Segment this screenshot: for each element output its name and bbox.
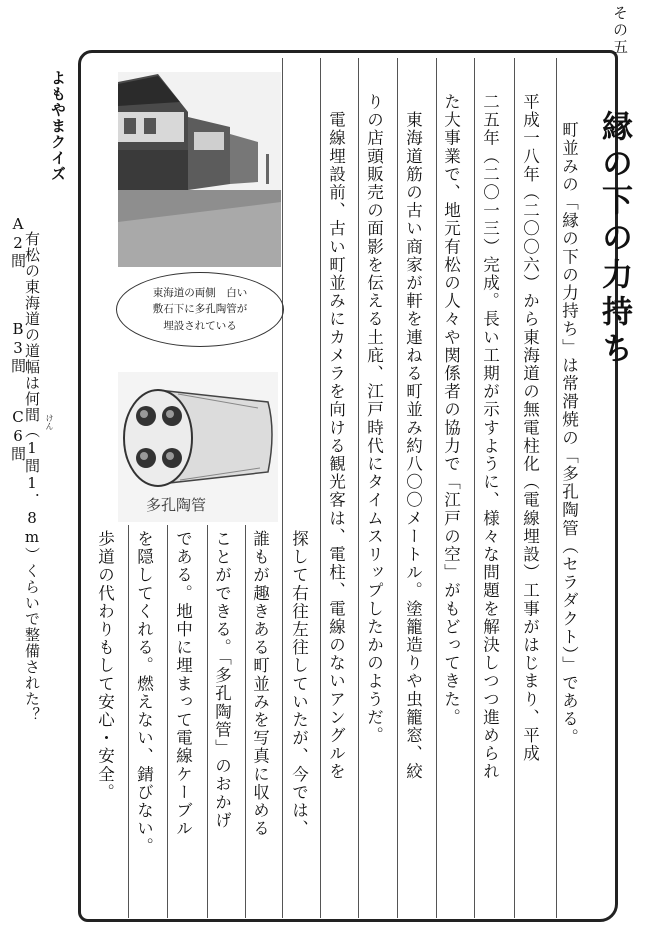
pipe-sketch — [118, 372, 278, 522]
column-rule — [474, 58, 475, 918]
column-rule — [556, 58, 557, 918]
section-label: その五 — [611, 5, 629, 56]
street-photo — [118, 72, 281, 267]
article-line: 電線埋設前、古い町並みにカメラを向ける観光客は、電柱、電線のないアングルを — [326, 93, 346, 781]
caption-line: 東海道の両側 白い — [152, 287, 248, 300]
column-rule — [282, 58, 283, 918]
column-rule — [397, 58, 398, 918]
article-line: である。地中に埋まって電線ケーブル — [173, 530, 193, 838]
column-rule — [436, 58, 437, 918]
article-line: た大事業で、地元有松の人々や関係者の協力で「江戸の空」がもどってきた。 — [441, 93, 461, 727]
article-line: 二五年（二〇一三）完成。長い工期が示すように、様々な問題を解決しつつ進められ — [480, 93, 500, 781]
article-line: 東海道筋の古い商家が軒を連ねる町並み約八〇〇メートル。塗籠造りや虫籠窓、絞 — [403, 93, 423, 781]
column-rule — [514, 58, 515, 918]
quiz-heading: よもやまクイズ — [49, 70, 67, 182]
quiz-question: 有松の東海道の道幅は何間（1間1．8m）くらいで整備された？ — [23, 215, 41, 723]
column-rule — [358, 58, 359, 918]
column-rule — [207, 525, 208, 918]
article-line: 平成一八年（二〇〇六）から東海道の無電柱化（電線埋設）工事がはじまり、平成 — [520, 93, 540, 763]
quiz-option: A2間 — [9, 215, 27, 269]
column-rule — [245, 525, 246, 918]
article-line: を隠してくれる。燃えない、錆びない。 — [134, 530, 154, 856]
article-line: りの店頭販売の面影を伝える土庇、江戸時代にタイムスリップしたかのようだ。 — [364, 93, 384, 745]
column-rule — [128, 525, 129, 918]
article-title: 縁の下の力持ち — [596, 110, 632, 369]
pipe-label: 多孔陶管 — [146, 498, 207, 514]
article-line: 探して右往左往していたが、今では、 — [289, 530, 309, 838]
article-line: ことができる。「多孔陶管」のおかげ — [212, 530, 232, 830]
ruby-reading: けん — [45, 414, 54, 430]
photo-caption — [116, 272, 284, 347]
article-line: 町並みの「縁の下の力持ち」は常滑焼の「多孔陶管（セラダクト）」である。 — [559, 103, 579, 747]
quiz-option: C6間 — [9, 408, 27, 462]
column-rule — [167, 525, 168, 918]
caption-line: 敷石下に多孔陶管が — [152, 303, 248, 316]
quiz-option: B3間 — [9, 320, 27, 374]
article-line: 歩道の代わりもして安心・安全。 — [95, 530, 115, 802]
column-rule — [320, 58, 321, 918]
caption-line: 埋設されている — [163, 319, 237, 332]
article-line: 誰もが趣きある町並みを写真に収める — [250, 530, 270, 838]
